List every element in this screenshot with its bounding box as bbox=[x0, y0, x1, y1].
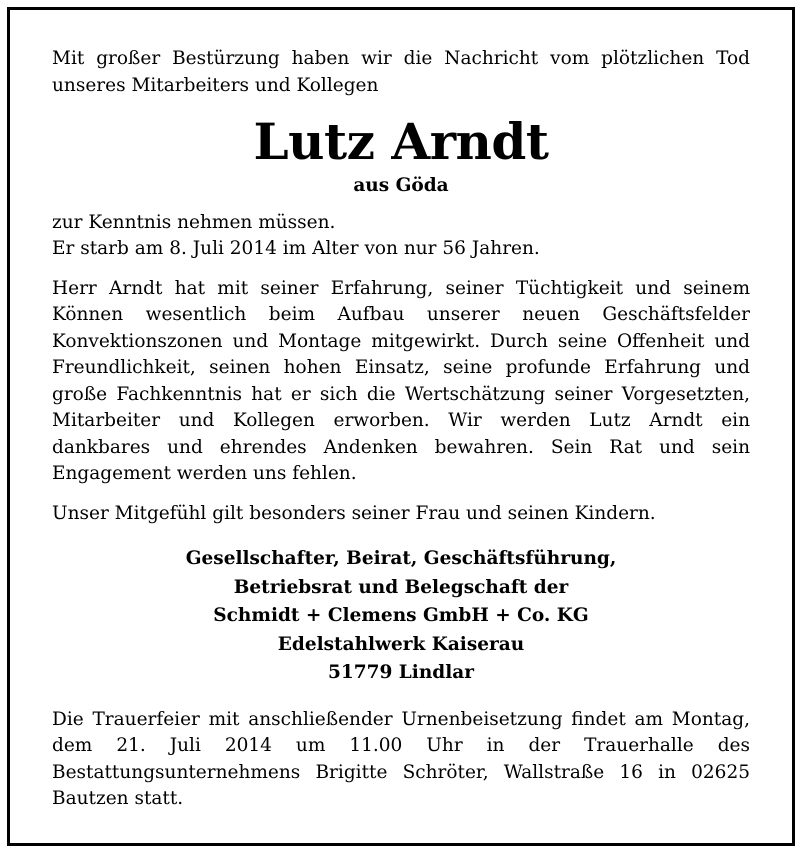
obituary-notice bbox=[52, 46, 750, 813]
acknowledgement-line: zur Kenntnis nehmen müssen. bbox=[52, 211, 336, 233]
death-info bbox=[52, 210, 750, 263]
signature-line: 51779 Lindlar bbox=[328, 662, 474, 683]
death-date-line: Er starb am 8. Juli 2014 im Alter von nur 56 Jahren. bbox=[52, 238, 540, 259]
condolence-text: Unser Mitgefühl gilt besonders seiner Frau und seinen Kindern. bbox=[52, 502, 656, 524]
tribute-paragraph: Herr Arndt hat mit seiner Erfahrung, seiner Tüchtigkeit und seinem Können wesentlich beim Aufbau unserer neuen Geschäftsfelder Konvektionszonen und Montage mitgewirkt. Durch seine Offenheit und Freundlichkeit, seinen hohen Einsatz, seine profunde Erfahrung und große Fachkenntnis hat er sich die Wertschätzung seiner Vorgesetzten, Mitarbeiter und Kollegen erworben. Wir werden Lutz Arndt ein dankbares und ehrendes Andenken bewahren. Sein Rat und sein Engagement werden uns fehlen. bbox=[52, 277, 750, 484]
intro-text: Mit großer Bestürzung haben wir die Nachricht vom plötzlichen Tod unseres Mitarbeiters und Kollegen bbox=[52, 48, 750, 96]
signature-line: Edelstahlwerk Kaiserau bbox=[277, 633, 525, 655]
signature-block bbox=[52, 545, 750, 688]
deceased-origin: aus Göda bbox=[353, 175, 449, 196]
signature-line: Schmidt + Clemens GmbH + Co. KG bbox=[213, 605, 589, 626]
funeral-info: Die Trauerfeier mit anschließender Urnenbeisetzung findet am Montag, dem 21. Juli 2014 um 11.00 Uhr in der Trauerhalle des Bestattungsunternehmens Brigitte Schröter, Wallstraße 16 in 02625 Bautzen statt. bbox=[52, 708, 750, 809]
signature-line: Gesellschafter, Beirat, Geschäftsführung, bbox=[185, 548, 617, 569]
deceased-name: Lutz Arndt bbox=[253, 112, 549, 171]
signature-line: Betriebsrat und Belegschaft der bbox=[233, 576, 569, 598]
